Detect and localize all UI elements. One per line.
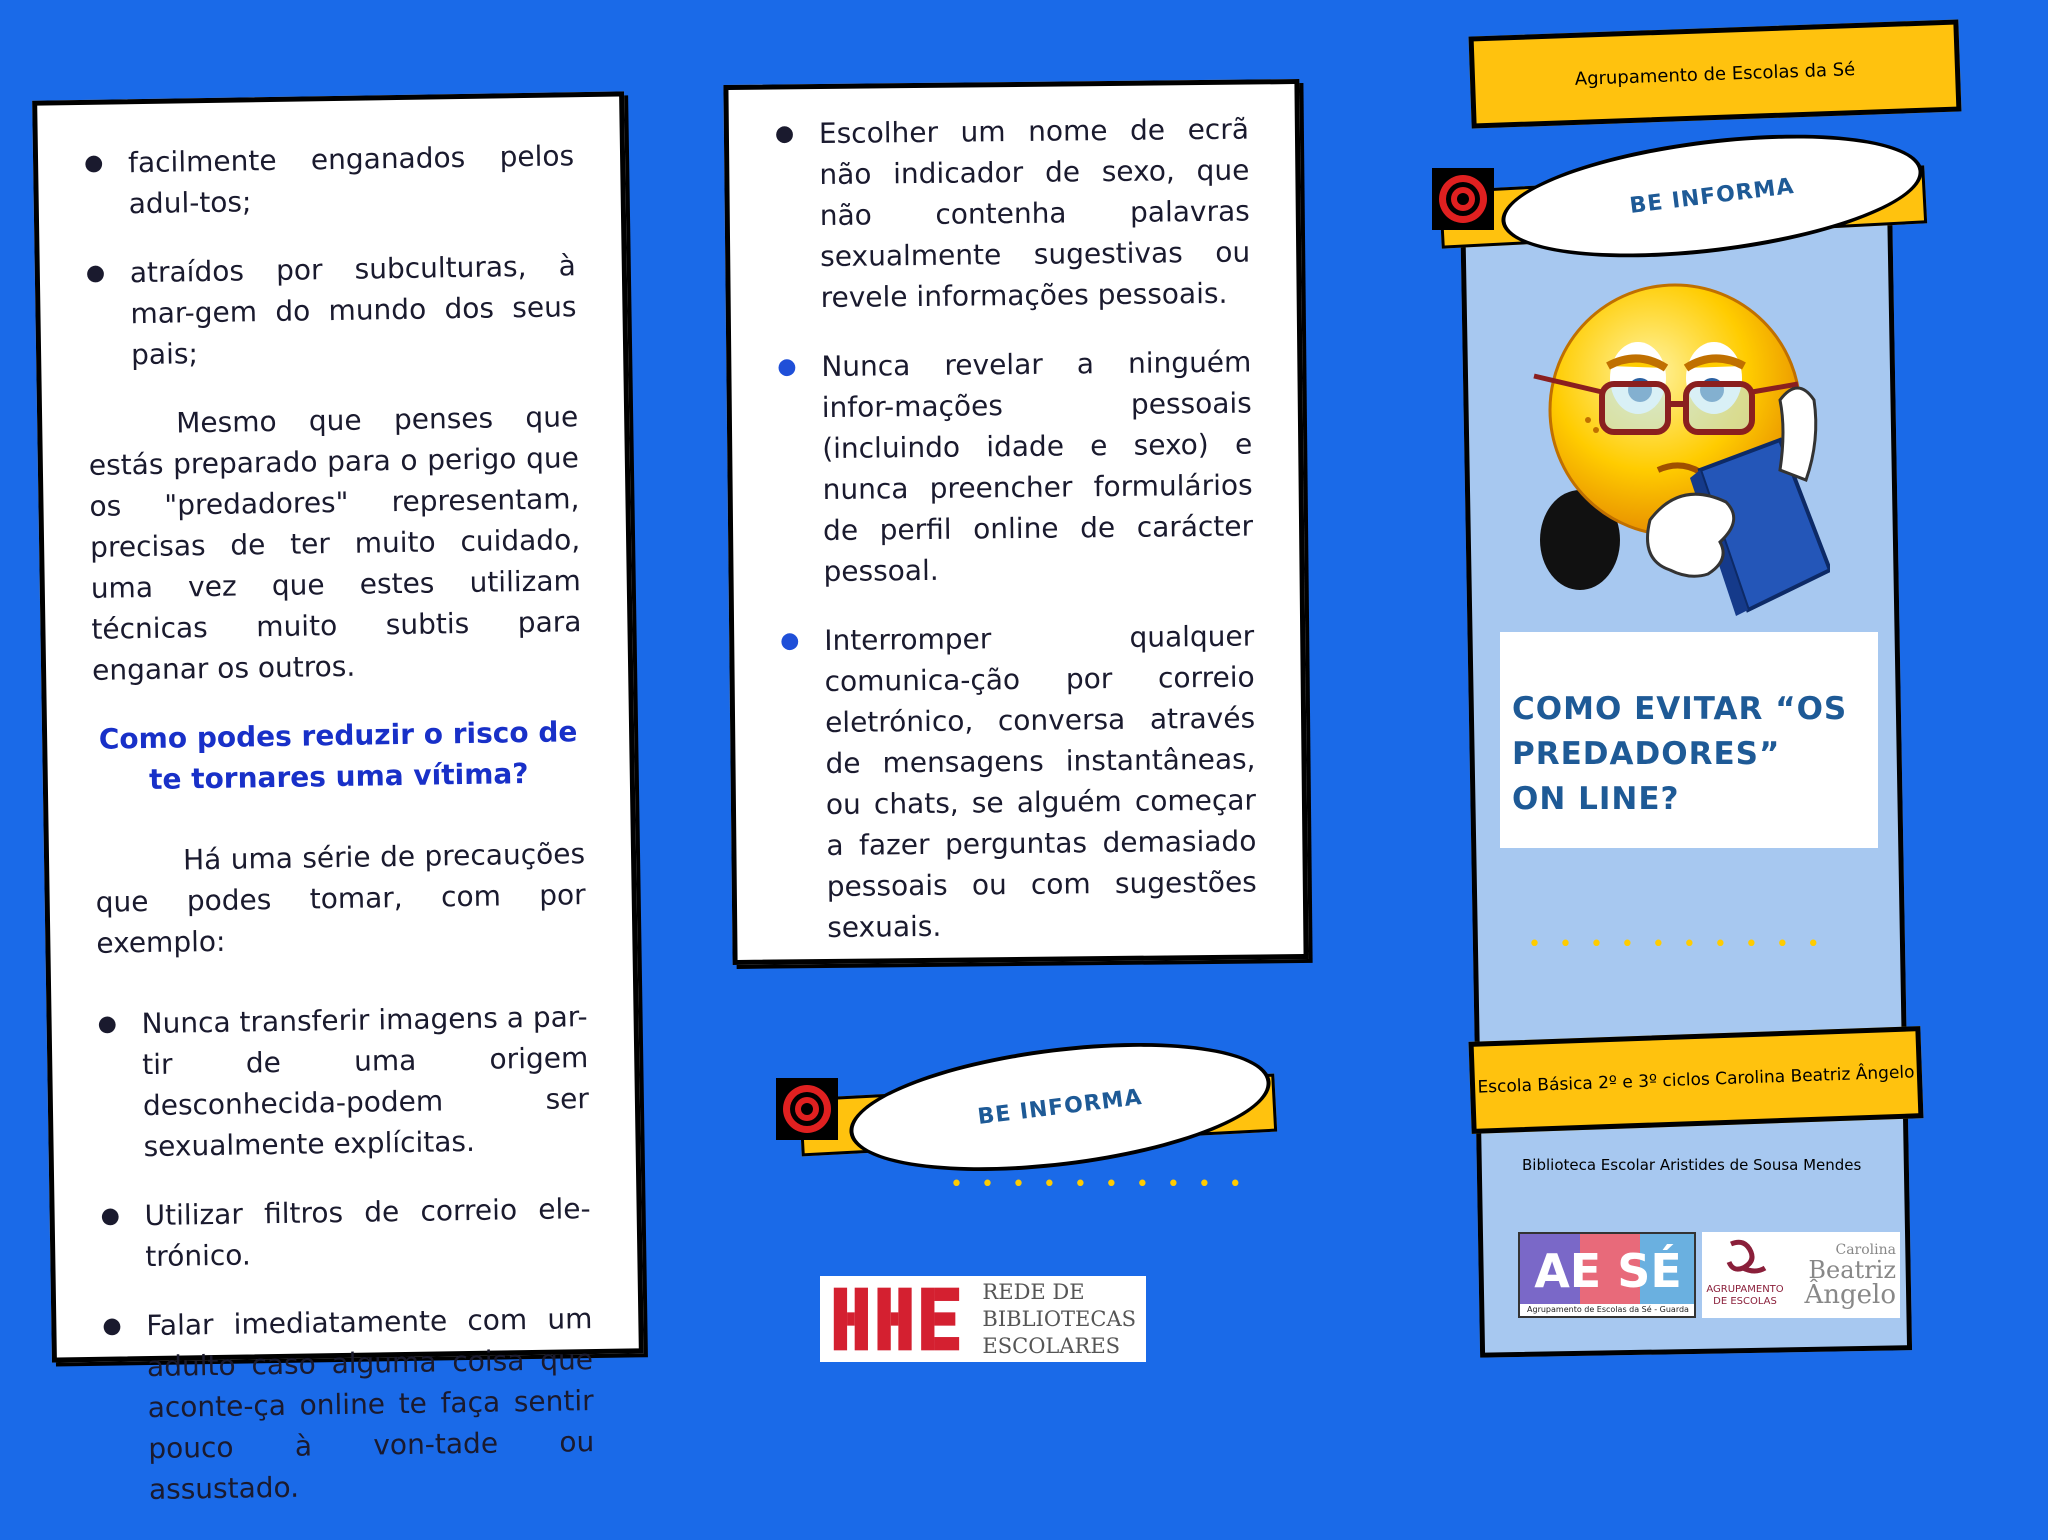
bullet-text: Falar imediatamente com um adulto caso alguma coisa que aconte-ça online te faça sentir pouco à von-tade ou assustado. xyxy=(146,1302,595,1507)
list-item xyxy=(100,1188,591,1278)
top-bar-label: Agrupamento de Escolas da Sé xyxy=(1574,58,1856,90)
bullet-icon: ● xyxy=(83,150,104,176)
agrupamento-line: DE ESCOLAS xyxy=(1713,1296,1777,1307)
aese-logo-caption: Agrupamento de Escolas da Sé - Guarda xyxy=(1527,1305,1689,1314)
aese-logo xyxy=(1518,1232,1696,1318)
list-item xyxy=(86,245,578,376)
question-heading: Como podes reduzir o risco de te tornares uma vítima? xyxy=(98,715,578,796)
school-bar xyxy=(1469,1026,1924,1134)
cba-line: Beatriz xyxy=(1808,1256,1896,1284)
school-name: Escola Básica 2º e 3º ciclos Carolina Beatriz Ângelo xyxy=(1477,1062,1915,1098)
rbe-mark-icon xyxy=(830,1282,972,1356)
bullet-icon: ● xyxy=(774,121,795,147)
bullet-text: atraídos por subculturas, à mar-gem do mundo dos seus pais; xyxy=(129,249,577,372)
paragraph-caution: Mesmo que penses que estás preparado para o perigo que os "predadores" representam, precisas de ter muito cuidado, uma vez que estes utilizam técnicas muito subtis para enganar os outros. xyxy=(88,400,582,687)
dots-decoration: •••••••••• xyxy=(1528,932,1838,957)
library-name: Biblioteca Escolar Aristides de Sousa Mendes xyxy=(1522,1156,1862,1174)
bullet-text: facilmente enganados pelos adul-tos; xyxy=(127,139,575,221)
bullet-text: Nunca revelar a ninguém infor-mações pessoais (incluindo idade e sexo) e nunca preencher formulários de perfil online de carácter pessoal. xyxy=(821,345,1254,589)
agrupamento-logo xyxy=(1702,1232,1900,1318)
school-logos xyxy=(1518,1232,1900,1318)
bullet-text: Utilizar filtros de correio ele-trónico. xyxy=(144,1192,591,1274)
title-line: COMO EVITAR “OS xyxy=(1512,691,1848,727)
aese-logo-text: AE SÉ xyxy=(1534,1244,1682,1298)
list-item xyxy=(777,342,1254,593)
title-line: PREDADORES” xyxy=(1512,736,1781,772)
bullet-icon: ● xyxy=(780,628,800,654)
list-item xyxy=(102,1298,595,1511)
rbe-line: REDE DE xyxy=(982,1279,1085,1304)
list-item xyxy=(84,135,575,225)
cba-line: Carolina xyxy=(1835,1242,1896,1258)
middle-panel-content xyxy=(775,109,1258,977)
reading-emoticon-icon xyxy=(1530,280,1830,620)
bullet-icon: ● xyxy=(97,1011,118,1037)
bullet-text: Nunca transferir imagens a par-tir de uma origem desconhecida-podem ser sexualmente explícitas. xyxy=(141,1000,590,1164)
bullet-text: Escolher um nome de ecrã não indicador de sexo, que não contenha palavras sexualmente sugestivas ou revele informações pessoais. xyxy=(818,112,1251,315)
dots-decoration: •••••••••• xyxy=(950,1172,1260,1197)
banner-label: BE INFORMA xyxy=(976,1084,1144,1130)
top-bar xyxy=(1469,19,1962,128)
rbe-line: ESCOLARES xyxy=(982,1333,1121,1358)
left-panel xyxy=(32,91,644,1507)
left-panel-content xyxy=(84,135,596,1539)
cba-line: Ângelo xyxy=(1804,1280,1896,1310)
agrupamento-line: AGRUPAMENTO xyxy=(1706,1284,1784,1295)
agrupamento-mark-icon xyxy=(1721,1238,1769,1280)
list-item xyxy=(780,616,1257,949)
bullet-text: Interromper qualquer comunica-ção por correio eletrónico, conversa através de mensagens instantâneas, ou chats, se alguém começar a fazer perguntas demasiado pessoais ou com sugestões sexuais. xyxy=(824,619,1257,944)
middle-panel xyxy=(723,79,1308,965)
rbe-logo xyxy=(820,1276,1146,1362)
agrupamento-mark xyxy=(1702,1232,1788,1318)
target-icon xyxy=(776,1078,838,1140)
title-line: ON LINE? xyxy=(1512,781,1680,817)
bullet-icon: ● xyxy=(777,354,797,380)
list-item xyxy=(775,109,1251,319)
banner-bubble xyxy=(842,1023,1277,1192)
bullet-icon: ● xyxy=(102,1313,122,1339)
banner-label: BE INFORMA xyxy=(1628,173,1796,219)
cba-logo xyxy=(1788,1232,1900,1318)
list-item xyxy=(97,996,590,1168)
rbe-text xyxy=(982,1279,1136,1360)
bullet-icon: ● xyxy=(100,1203,121,1229)
target-icon xyxy=(1432,168,1494,230)
paragraph-precautions: Há uma série de precauções que podes tomar, com por exemplo: xyxy=(95,837,586,960)
rbe-line: BIBLIOTECAS xyxy=(982,1306,1136,1331)
bullet-icon: ● xyxy=(85,260,106,286)
title-box xyxy=(1500,632,1878,848)
